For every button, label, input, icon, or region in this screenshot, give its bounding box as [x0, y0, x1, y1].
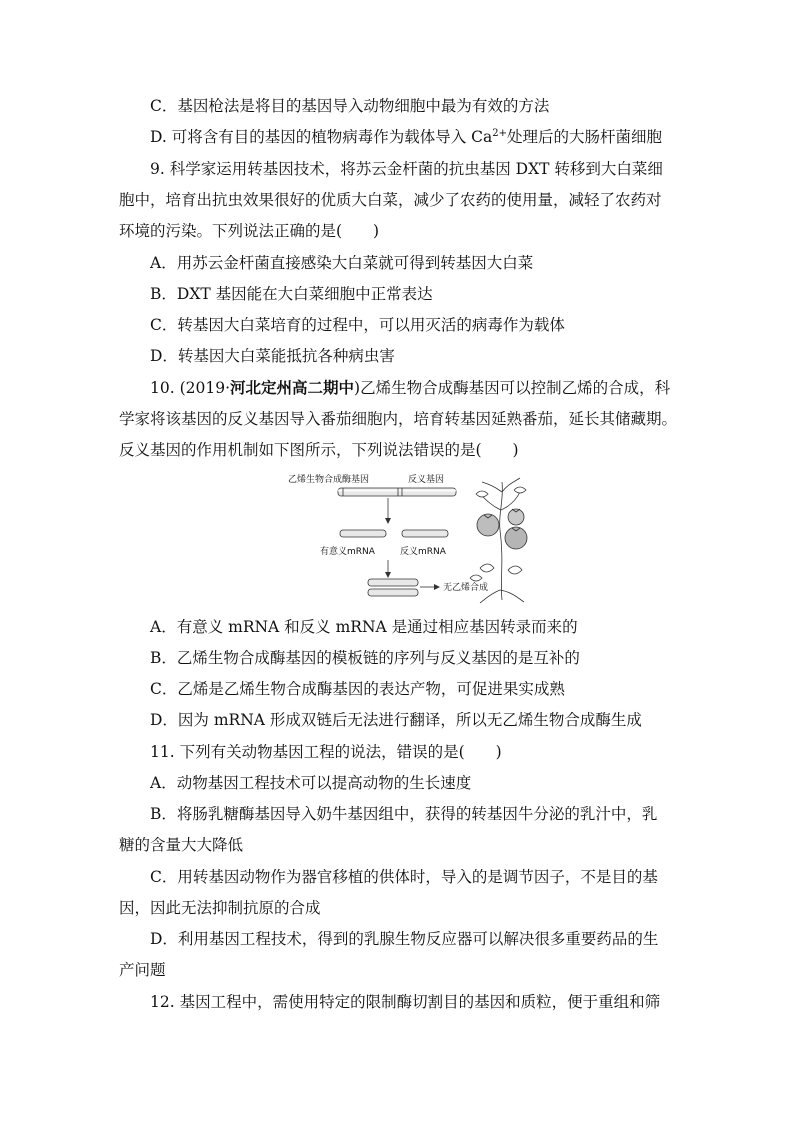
option-10a: A．有意义 mRNA 和反义 mRNA 是通过相应基因转录而来的 — [150, 618, 578, 636]
arrow-down-icon — [385, 560, 391, 578]
option-8d-superscript: 2+ — [492, 127, 508, 139]
sense-mrna-label: 有意义mRNA — [320, 547, 375, 557]
option-11c-line-2: 因，因此无法抑制抗原的合成 — [119, 899, 321, 917]
question-10-source: 河北定州高二期中 — [230, 378, 355, 397]
option-11d-line-2: 产问题 — [119, 961, 166, 979]
arrow-right-icon — [420, 584, 440, 590]
question-9-line-1: 9. 科学家运用转基因技术，将苏云金杆菌的抗虫基因 DXT 转移到大白菜细 — [150, 160, 663, 178]
option-9d: D．转基因大白菜能抵抗各种病虫害 — [150, 347, 395, 365]
option-8c: C．基因枪法是将目的基因导入动物细胞中最为有效的方法 — [150, 97, 550, 115]
option-11a: A．动物基因工程技术可以提高动物的生长速度 — [150, 774, 472, 792]
gene-label: 乙烯生物合成酶基因 — [288, 475, 370, 485]
result-label: 无乙烯合成 — [443, 583, 489, 593]
antisense-gene-diagram — [280, 470, 540, 610]
arrow-down-icon — [385, 498, 391, 524]
option-9a: A．用苏云金杆菌直接感染大白菜就可得到转基因大白菜 — [150, 254, 534, 272]
option-11d-line-1: D．利用基因工程技术，得到的乳腺生物反应器可以解决很多重要药品的生 — [150, 930, 659, 948]
option-8d-text: D. 可将含有目的基因的植物病毒作为载体导入 Ca — [150, 128, 493, 146]
question-11-line-1: 11. 下列有关动物基因工程的说法，错误的是( ) — [150, 743, 502, 761]
question-10-line-3: 反义基因的作用机制如下图所示，下列说法错误的是( ) — [119, 441, 519, 459]
gene-bar — [338, 488, 456, 496]
sense-mrna-bar — [340, 530, 386, 537]
question-10-text: )乙烯生物合成酶基因可以控制乙烯的合成，科 — [354, 379, 671, 397]
question-12-line-1: 12. 基因工程中，需使用特定的限制酶切割目的基因和质粒，便于重组和筛 — [150, 993, 661, 1011]
question-9-line-2: 胞中，培育出抗虫效果很好的优质大白菜，减少了农药的使用量，减轻了农药对 — [119, 191, 662, 209]
option-10d: D．因为 mRNA 形成双链后无法进行翻译，所以无乙烯生物合成酶生成 — [150, 711, 642, 729]
double-strand-mrna — [368, 579, 418, 596]
antisense-gene-label: 反义基因 — [408, 475, 445, 485]
option-8d-tail: 处理后的大肠杆菌细胞 — [507, 128, 663, 146]
question-10-line-2: 学家将该基因的反义基因导入番茄细胞内，培育转基因延熟番茄，延长其储藏期。 — [119, 410, 678, 428]
option-10b: B．乙烯生物合成酶基因的模板链的序列与反义基因的是互补的 — [150, 649, 580, 667]
question-10-number: 10. (2019· — [150, 379, 230, 397]
question-9-line-3: 环境的污染。下列说法正确的是( ) — [119, 222, 380, 240]
antisense-mrna-label: 反义mRNA — [400, 547, 446, 557]
option-9b: B．DXT 基因能在大白菜细胞中正常表达 — [150, 285, 433, 303]
option-10c: C．乙烯是乙烯生物合成酶基因的表达产物，可促进果实成熟 — [150, 680, 565, 698]
option-11b-line-2: 糖的含量大大降低 — [119, 836, 244, 854]
option-11c-line-1: C．用转基因动物作为器官移植的供体时，导入的是调节因子，不是目的基 — [150, 868, 658, 886]
option-8d — [150, 127, 662, 147]
option-11b-line-1: B．将肠乳糖酶基因导入奶牛基因组中，获得的转基因牛分泌的乳汁中，乳 — [150, 805, 658, 823]
option-9c: C．转基因大白菜培育的过程中，可以用灭活的病毒作为载体 — [150, 316, 565, 334]
question-10-line-1 — [150, 378, 670, 398]
antisense-mrna-bar — [402, 530, 448, 537]
